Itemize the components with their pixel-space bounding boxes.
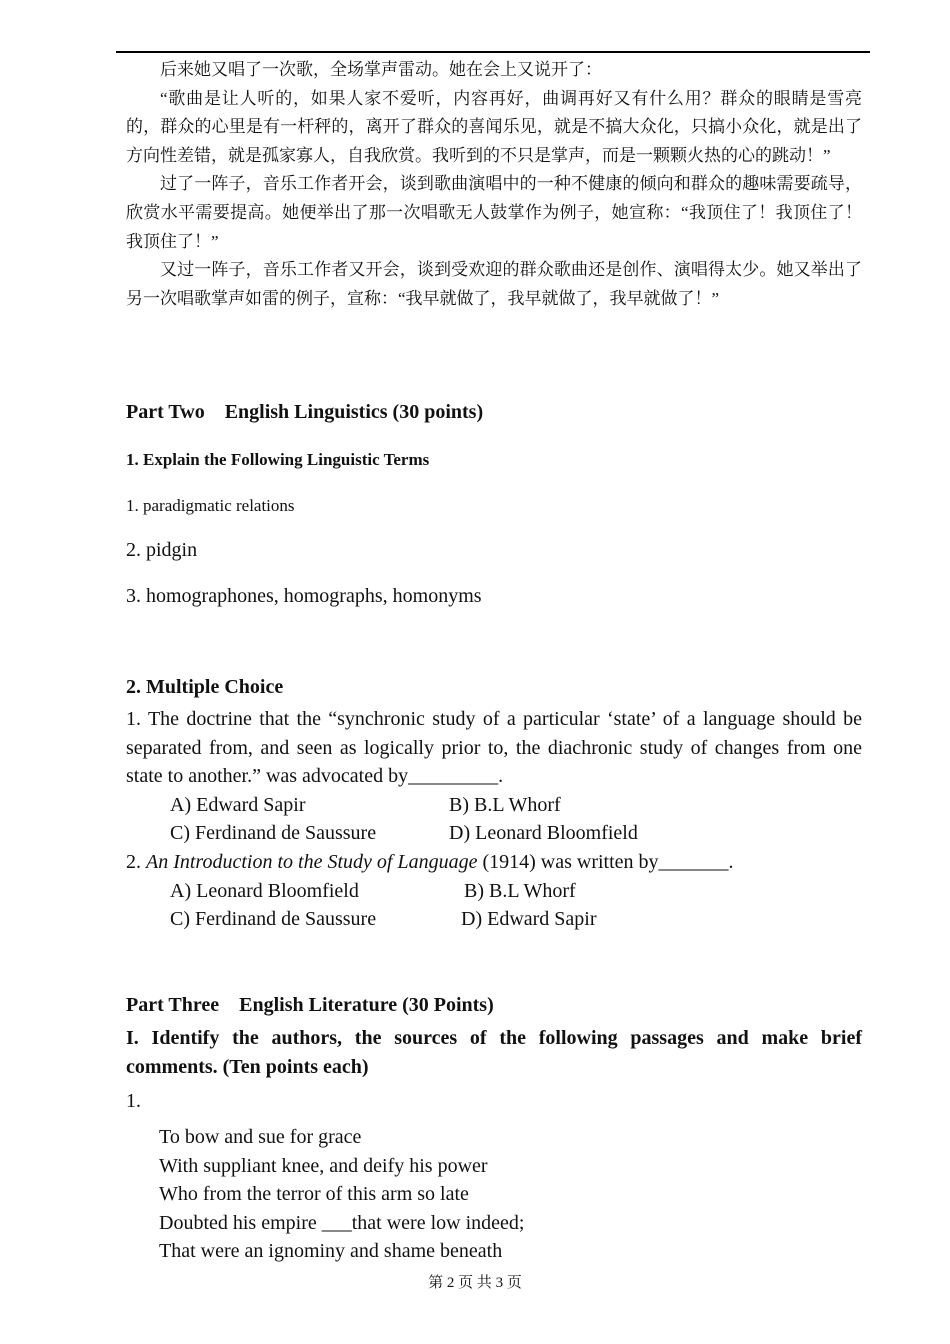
option: C) Ferdinand de Saussure bbox=[170, 822, 377, 845]
chinese-paragraph: “歌曲是让人听的，如果人家不爱听，内容再好，曲调再好又有什么用？群众的眼睛是雪亮的，群众的心里是有一杆秤的，离开了群众的喜闻乐见，就是不搞大众化，只搞小众化，就是出了方向性差错，就是孤家寡人，自我欣赏。我听到的不只是掌声，而是一颗颗火热的心的跳动！” bbox=[126, 88, 862, 165]
item-number: 1. bbox=[126, 1090, 141, 1112]
question-2-options-row bbox=[126, 877, 862, 906]
option: D) Edward Sapir bbox=[461, 908, 597, 931]
question-2-suffix: (1914) was written by_______. bbox=[477, 850, 734, 873]
question-1-options-row bbox=[126, 819, 862, 848]
book-title: An Introduction to the Study of Language bbox=[146, 850, 478, 873]
term-item: 2. pidgin bbox=[126, 539, 198, 561]
term-item: 3. homographones, homographs, homonyms bbox=[126, 585, 482, 607]
question-2-prefix: 2. bbox=[126, 850, 146, 873]
poem-line: Who from the terror of this arm so late bbox=[159, 1183, 469, 1206]
question-2-text bbox=[126, 848, 862, 877]
part-two-title: Part Two English Linguistics (30 points) bbox=[126, 401, 484, 423]
chinese-passage bbox=[126, 56, 862, 313]
poem-line: Doubted his empire ___that were low indeed; bbox=[159, 1211, 525, 1234]
multiple-choice-questions bbox=[126, 705, 862, 934]
poem-line: To bow and sue for grace bbox=[159, 1126, 362, 1148]
literature-instruction: I. Identify the authors, the sources of the following passages and make brief comments. (Ten points each) bbox=[126, 1027, 862, 1078]
header-rule bbox=[116, 51, 870, 53]
chinese-paragraph: 又过一阵子，音乐工作者又开会，谈到受欢迎的群众歌曲还是创作、演唱得太少。她又举出了另一次唱歌掌声如雷的例子，宣称：“我早就做了，我早就做了，我早就做了！” bbox=[126, 260, 862, 308]
section-explain-terms-title: 1. Explain the Following Linguistic Terms bbox=[126, 450, 430, 469]
option: C) Ferdinand de Saussure bbox=[170, 908, 377, 931]
question-2-options-row bbox=[126, 905, 862, 934]
chinese-paragraph: 后来她又唱了一次歌，全场掌声雷动。她在会上又说开了： bbox=[160, 60, 602, 79]
poem-line: That were an ignominy and shame beneath bbox=[159, 1240, 503, 1263]
poem-line: With suppliant knee, and deify his power bbox=[159, 1154, 488, 1177]
option: B) B.L Whorf bbox=[449, 793, 561, 816]
question-1-text: 1. The doctrine that the “synchronic study of a particular ‘state’ of a language should be separated from, and seen as logically prior to, the diachronic study of changes from one state to another.” was advocated by_________. bbox=[126, 708, 862, 788]
option: A) Edward Sapir bbox=[170, 793, 306, 816]
option: A) Leonard Bloomfield bbox=[170, 879, 359, 902]
option: D) Leonard Bloomfield bbox=[449, 822, 638, 845]
section-multiple-choice-title: 2. Multiple Choice bbox=[126, 676, 284, 698]
option: B) B.L Whorf bbox=[464, 879, 576, 902]
term-item: 1. paradigmatic relations bbox=[126, 496, 295, 515]
poem-passage bbox=[159, 1123, 524, 1266]
question-1-options-row bbox=[126, 791, 862, 820]
page-footer: 第 2 页 共 3 页 bbox=[428, 1275, 522, 1291]
chinese-paragraph: 过了一阵子，音乐工作者开会，谈到歌曲演唱中的一种不健康的倾向和群众的趣味需要疏导，欣赏水平需要提高。她便举出了那一次唱歌无人鼓掌作为例子，她宣称：“我顶住了！我顶住了！我顶住了！” bbox=[126, 174, 862, 251]
part-three-title: Part Three English Literature (30 Points) bbox=[126, 994, 494, 1016]
